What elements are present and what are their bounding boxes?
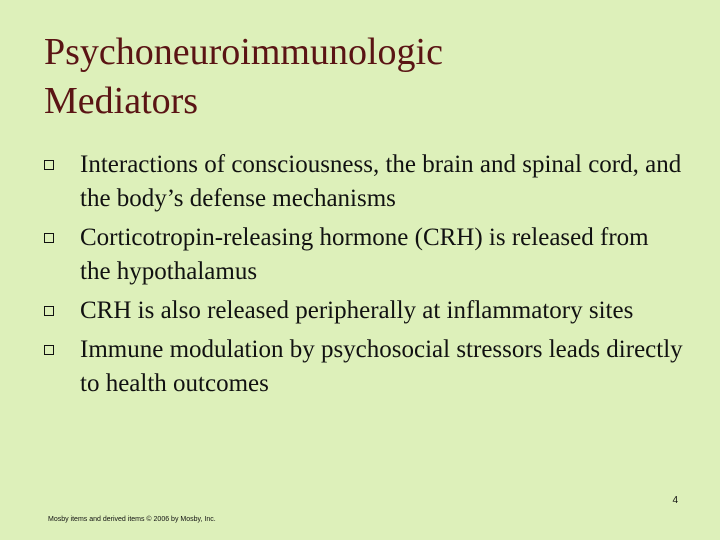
page-number: 4 bbox=[672, 495, 678, 506]
bullet-item bbox=[44, 333, 684, 401]
slide-title bbox=[44, 28, 684, 126]
hollow-square-icon bbox=[44, 160, 54, 170]
bullet-text: CRH is also released peripherally at inflammatory sites bbox=[80, 297, 634, 324]
hollow-square-icon bbox=[44, 233, 54, 243]
bullet-text: Interactions of consciousness, the brain and spinal cord, and the body’s defense mechanisms bbox=[80, 151, 682, 212]
hollow-square-icon bbox=[44, 345, 54, 355]
bullet-item bbox=[44, 148, 684, 216]
copyright-footer: Mosby items and derived items © 2006 by Mosby, Inc. bbox=[48, 516, 216, 523]
bullet-text: Immune modulation by psychosocial stressors leads directly to health outcomes bbox=[80, 336, 683, 397]
bullet-item bbox=[44, 294, 684, 328]
hollow-square-icon bbox=[44, 306, 54, 316]
slide-title-line-2: Mediators bbox=[44, 80, 199, 122]
slide-title-line-1: Psychoneuroimmunologic bbox=[44, 31, 443, 73]
bullet-item bbox=[44, 221, 684, 289]
bullet-list bbox=[44, 148, 684, 406]
bullet-text: Corticotropin-releasing hormone (CRH) is released from the hypothalamus bbox=[80, 224, 649, 285]
